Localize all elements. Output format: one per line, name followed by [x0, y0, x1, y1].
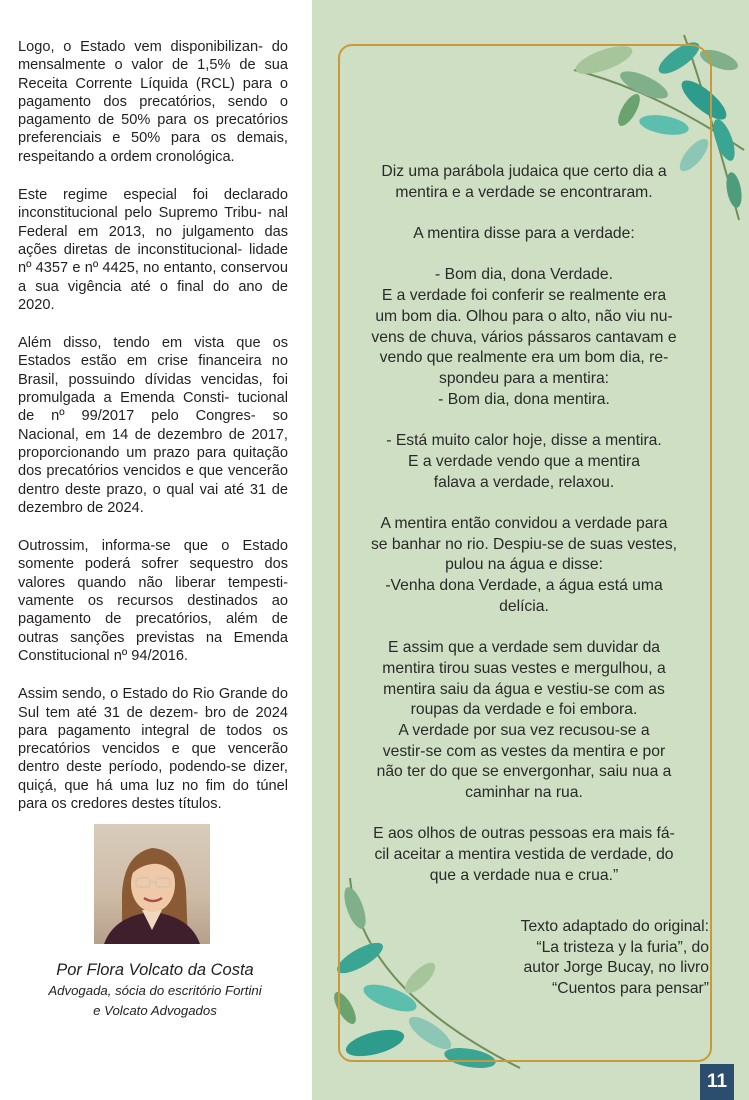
author-role-line-2: e Volcato Advogados — [93, 1003, 217, 1018]
article-line: de todos os precatórios vencidos e — [18, 722, 288, 758]
article-line: do ano de 2020. — [18, 278, 288, 313]
article-line: para o pagamento dos precatórios, — [18, 75, 288, 110]
article-line: inconstitucional pelo Supremo Tribu- — [18, 205, 262, 222]
article-line: lidade nº 4357 e nº 4425, no entanto, — [18, 241, 288, 277]
parable-line: A mentira então convidou a verdade para — [380, 514, 668, 532]
article-line: nal Federal em 2013, no julgamento — [18, 205, 288, 240]
article-line: sendo o pagamento de 50% para — [18, 93, 288, 129]
parable-line: - Bom dia, dona Verdade. — [435, 266, 613, 284]
article-line: Constitucional nº 94/2016. — [18, 647, 189, 664]
credit-line: “La tristeza y la furia”, do — [536, 938, 709, 956]
source-credit — [429, 917, 709, 1000]
byline — [10, 960, 300, 1021]
article-line: sua Receita Corrente Líquida (RCL) — [18, 57, 288, 92]
article-line: que vencerão dentro deste período, — [18, 741, 288, 776]
article-line: os precatórios preferenciais e 50% — [18, 112, 288, 147]
parable-line: pulou na água e disse: — [445, 556, 603, 574]
article-line: so Nacional, em 14 de dezembro de — [18, 408, 288, 443]
article-line: das ações diretas de inconstitucional- — [18, 223, 288, 258]
parable-line: Diz uma parábola judaica que certo dia a — [381, 163, 667, 180]
article-line: pagamento de precatórios, além de — [18, 611, 288, 628]
article-line: Estados estão em crise financeira no — [18, 353, 288, 370]
page-number: 11 — [700, 1064, 734, 1100]
parable-line: falava a verdade, relaxou. — [433, 473, 615, 491]
parable-line: A verdade por sua vez recusou-se a — [398, 721, 650, 739]
parable-line: mentira tirou suas vestes e mergulhou, a — [382, 659, 666, 677]
author-portrait-illustration — [94, 824, 210, 944]
article-line: destes títulos. — [131, 795, 222, 812]
article-line: Brasil, possuindo dívidas vencidas, — [18, 371, 263, 388]
article-paragraph — [18, 38, 288, 166]
parable-line: não ter do que se envergonhar, saiu nua a — [376, 763, 672, 781]
parable-line: - Está muito calor hoje, disse a mentira. — [386, 432, 662, 450]
parable-line: -Venha dona Verdade, a água está uma — [385, 577, 663, 594]
parable-line: vendo que realmente era um bom dia, re- — [379, 349, 669, 367]
article-line: podendo-se dizer, quiçá, que há uma — [18, 759, 288, 794]
credit-line: Texto adaptado do original: — [520, 918, 709, 935]
parable-line: roupas da verdade e foi embora. — [410, 701, 638, 719]
parable-line: mentira e a verdade se encontraram. — [395, 183, 653, 201]
article-line: Assim sendo, o Estado do Rio — [18, 686, 215, 703]
stanza-gap — [344, 410, 704, 431]
parable-line: delícia. — [499, 597, 549, 615]
parable-line: - Bom dia, dona mentira. — [438, 390, 610, 408]
author-photo — [94, 824, 210, 944]
article-column — [18, 38, 288, 833]
parable-line: E a verdade vendo que a mentira — [408, 452, 640, 470]
parable-line: cil aceitar a mentira vestida de verdade, do — [374, 846, 674, 864]
parable-line: vestir-se com as vestes da mentira e por — [382, 742, 666, 760]
article-line: Logo, o Estado vem disponibilizan- — [18, 39, 264, 55]
article-line: vamente os recursos destinados ao — [18, 593, 288, 610]
article-line: quitação dos precatórios vencidos e — [18, 444, 288, 480]
article-line: do mensalmente o valor de 1,5% de — [18, 39, 288, 74]
credit-line: autor Jorge Bucay, no livro — [523, 959, 709, 977]
article-line: cronológica. — [155, 148, 235, 165]
article-line: Grande do Sul tem até 31 de dezem- — [18, 686, 288, 721]
parable-line: E assim que a verdade sem duvidar da — [387, 639, 661, 657]
article-paragraph — [18, 186, 288, 314]
article-line: valores quando não liberar tempesti- — [18, 574, 288, 591]
credit-line: “Cuentos para pensar” — [552, 980, 709, 998]
stanza-gap — [344, 617, 704, 638]
parable-line: vens de chuva, vários pássaros cantavam e — [371, 328, 677, 346]
parable-line: spondeu para a mentira: — [438, 370, 610, 387]
article-line: 2017, proporcionando um prazo para — [18, 426, 288, 461]
parable-line: A mentira disse para a verdade: — [413, 225, 635, 243]
article-line: Além disso, tendo em vista que os — [18, 335, 288, 352]
article-line: conservou a sua vigência até o final — [18, 260, 288, 295]
stanza-gap — [344, 804, 704, 825]
article-line: somente poderá sofrer sequestro dos — [18, 556, 288, 573]
article-paragraph — [18, 685, 288, 813]
author-role-line-1: Advogada, sócia do escritório Fortini — [48, 983, 262, 998]
parable-line: que a verdade nua e crua.” — [429, 866, 619, 884]
parable-line: E aos olhos de outras pessoas era mais fá- — [373, 825, 675, 843]
parable-line: E a verdade foi conferir se realmente era — [381, 287, 667, 305]
parable-line: caminhar na rua. — [465, 784, 583, 802]
parable-line: se banhar no rio. Despiu-se de suas vestes, — [370, 535, 678, 553]
parable-text — [344, 162, 704, 887]
article-line: que vencerão dentro deste prazo, o — [18, 463, 288, 498]
article-line: Outrossim, informa-se que o Estado — [18, 538, 288, 555]
article-line: outras sanções previstas na Emenda — [18, 629, 288, 646]
stanza-gap — [344, 245, 704, 266]
article-line: Este regime especial foi declarado — [18, 187, 288, 204]
stanza-gap — [344, 493, 704, 514]
article-paragraph — [18, 334, 288, 517]
article-line: para os demais, respeitando a ordem — [18, 130, 288, 165]
article-line: qual vai até 31 de dezembro de 2024. — [18, 481, 289, 516]
parable-line: um bom dia. Olhou para o alto, não viu nu- — [375, 307, 673, 325]
parable-line: mentira saiu da água e vestiu-se com as — [383, 680, 665, 698]
article-paragraph — [18, 537, 288, 665]
parable-panel — [312, 0, 749, 1100]
article-line: foi promulgada a Emenda Consti- — [18, 371, 288, 407]
article-line: bro de 2024 para pagamento integral — [18, 704, 288, 739]
stanza-gap — [344, 203, 704, 224]
article-line: tucional de nº 99/2017 pelo Congres- — [18, 390, 288, 425]
article-line: luz no fim do túnel para os credores — [18, 777, 288, 812]
author-name: Por Flora Volcato da Costa — [56, 961, 254, 979]
